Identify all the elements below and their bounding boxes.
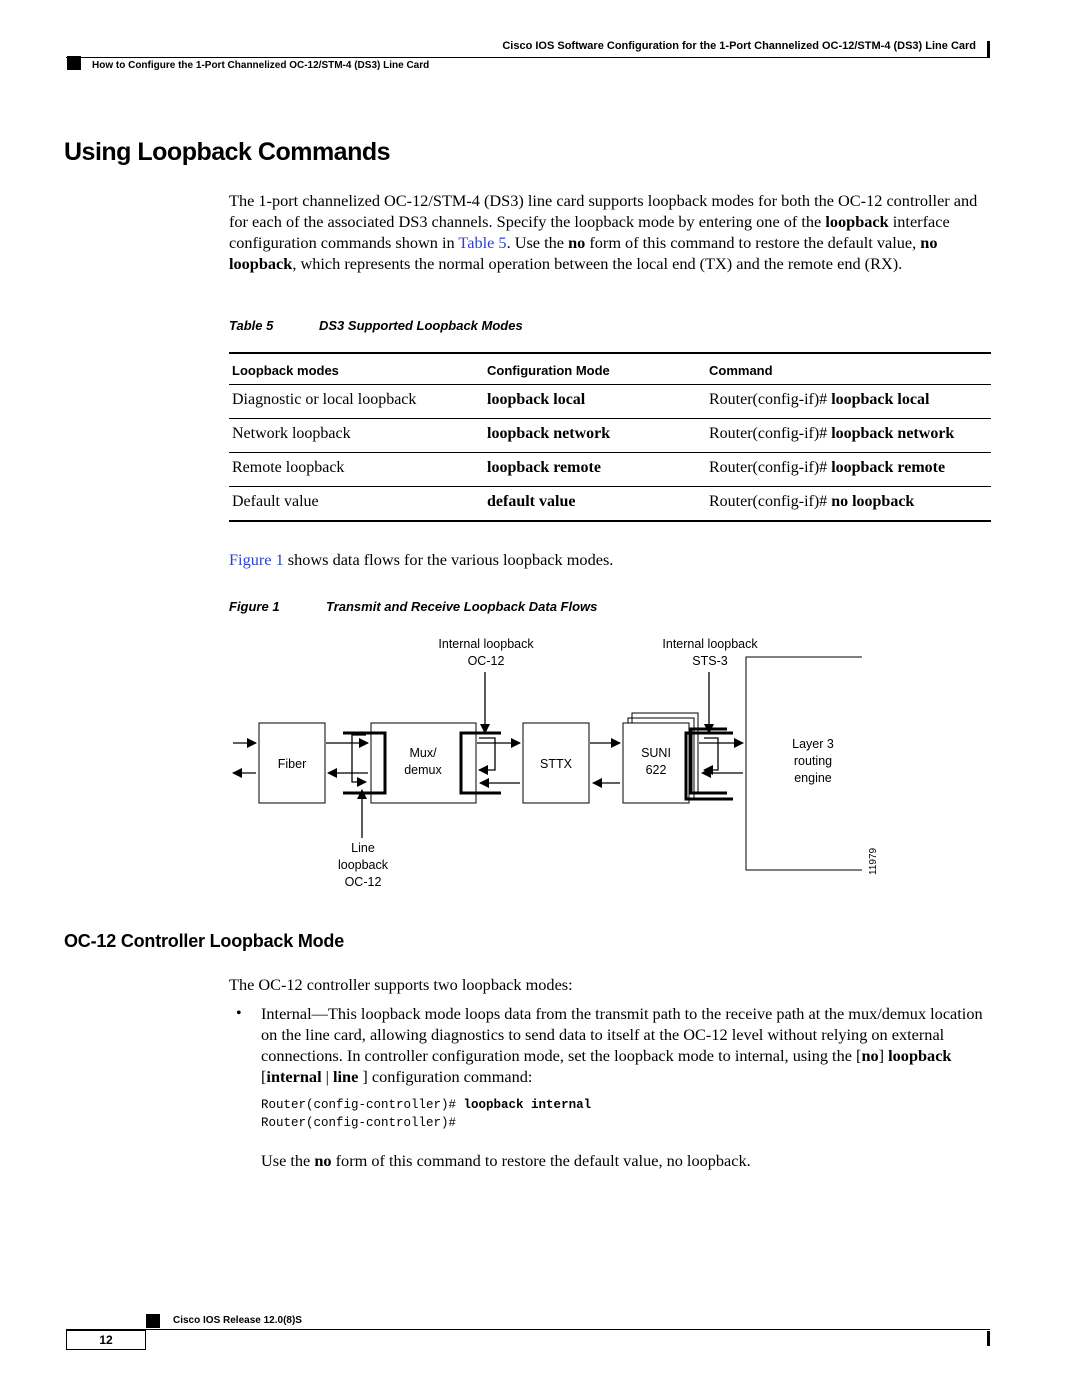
table-caption	[229, 318, 523, 333]
command-cell: Router(config-if)# loopback local	[706, 385, 991, 419]
table-caption-title: DS3 Supported Loopback Modes	[319, 318, 523, 333]
table-5-link[interactable]: Table 5	[458, 233, 507, 252]
mode-cell: Default value	[229, 487, 484, 522]
outro-paragraph: Use the no form of this command to restore the default value, no loopback.	[261, 1151, 751, 1170]
table-row	[229, 385, 991, 419]
table-row	[229, 487, 991, 522]
internal-sts3-label-2: STS-3	[692, 654, 728, 668]
table-row	[229, 453, 991, 487]
line-loopback-loop-arrow	[352, 735, 366, 782]
table-header-row	[229, 353, 991, 385]
suni-label-1: SUNI	[641, 746, 671, 760]
internal-oc12-label-2: OC-12	[467, 654, 505, 668]
line-loopback-label-3: OC-12	[344, 875, 382, 889]
column-header: Configuration Mode	[484, 353, 706, 385]
table-caption-number: Table 5	[229, 318, 274, 333]
bullet-marker: •	[236, 1005, 242, 1022]
config-mode-cell: default value	[484, 487, 706, 522]
figure-reference-paragraph: Figure 1 shows data flows for the various loopback modes.	[229, 550, 614, 569]
internal-oc12-label-1: Internal loopback	[438, 637, 534, 651]
mode-cell: Network loopback	[229, 419, 484, 453]
footer-release: Cisco IOS Release 12.0(8)S	[173, 1315, 302, 1326]
column-header: Loopback modes	[229, 353, 484, 385]
code-line: Router(config-controller)# loopback internal	[261, 1098, 592, 1112]
mux-label-1: Mux/	[409, 746, 437, 760]
keyword-no: no	[568, 233, 586, 252]
running-header-subtitle: How to Configure the 1-Port Channelized OC-12/STM-4 (DS3) Line Card	[92, 60, 430, 71]
running-header-title: Cisco IOS Software Configuration for the 1-Port Channelized OC-12/STM-4 (DS3) Line Card	[502, 40, 976, 52]
sttx-label: STTX	[540, 757, 572, 771]
figure-id-label: 11979	[868, 847, 879, 875]
layer3-label-3: engine	[794, 771, 832, 785]
bullet-internal-paragraph: Internal—This loopback mode loops data from the transmit path to the receive path at the mux/demux location on the line card, allowing diagnostics to send data to itself at the OC-12 level without relying on external connections. In controller configuration mode, set the loopback mode to internal, using the [no] loopback [internal | line ] configuration command:	[261, 1004, 983, 1086]
mode-cell: Remote loopback	[229, 453, 484, 487]
section-heading: Using Loopback Commands	[64, 138, 391, 166]
column-header: Command	[706, 353, 991, 385]
footer-marker	[146, 1314, 160, 1328]
config-mode-cell: loopback local	[484, 385, 706, 419]
line-loopback-label-1: Line	[351, 841, 375, 855]
footer-rule	[66, 1329, 990, 1330]
mux-label-2: demux	[404, 763, 442, 777]
figure-caption-number: Figure 1	[229, 599, 280, 614]
loopback-modes-table	[229, 352, 991, 522]
figure-caption-title: Transmit and Receive Loopback Data Flows	[326, 599, 598, 614]
line-loopback-bracket	[343, 733, 385, 793]
command-cell: Router(config-if)# loopback remote	[706, 453, 991, 487]
loopback-data-flow-diagram	[0, 620, 1080, 910]
header-rule	[66, 57, 990, 58]
page-number: 12	[66, 1330, 146, 1350]
footer-edge-bar	[987, 1331, 990, 1346]
suni-label-2: 622	[645, 763, 667, 777]
internal-sts3-label-1: Internal loopback	[662, 637, 758, 651]
figure-caption	[229, 599, 597, 614]
subsection-intro: The OC-12 controller supports two loopback modes:	[229, 975, 573, 994]
line-loopback-label-2: loopback	[337, 858, 389, 872]
figure-1-link[interactable]: Figure 1	[229, 550, 284, 569]
header-edge-bar	[987, 41, 990, 57]
config-mode-cell: loopback remote	[484, 453, 706, 487]
keyword-loopback: loopback	[825, 212, 889, 231]
subsection-heading: OC-12 Controller Loopback Mode	[64, 931, 345, 951]
keyword-no-loopback: no loopback	[229, 233, 938, 273]
table-row	[229, 419, 991, 453]
intro-paragraph: The 1-port channelized OC-12/STM-4 (DS3) line card supports loopback modes for both the OC-12 controller and for each of the associated DS3 channels. Specify the loopback mode by entering one of the loopback interface configuration commands shown in Table 5. Use the no form of this command to restore the default value, no loopback, which represents the normal operation between the local end (TX) and the remote end (RX).	[229, 191, 978, 273]
code-line: Router(config-controller)#	[261, 1116, 457, 1130]
config-mode-cell: loopback network	[484, 419, 706, 453]
layer3-label-1: Layer 3	[792, 737, 834, 751]
command-cell: Router(config-if)# loopback network	[706, 419, 991, 453]
mode-cell: Diagnostic or local loopback	[229, 385, 484, 419]
fiber-label: Fiber	[277, 757, 307, 771]
header-marker	[67, 56, 81, 70]
command-cell: Router(config-if)# no loopback	[706, 487, 991, 522]
layer3-label-2: routing	[793, 754, 833, 768]
